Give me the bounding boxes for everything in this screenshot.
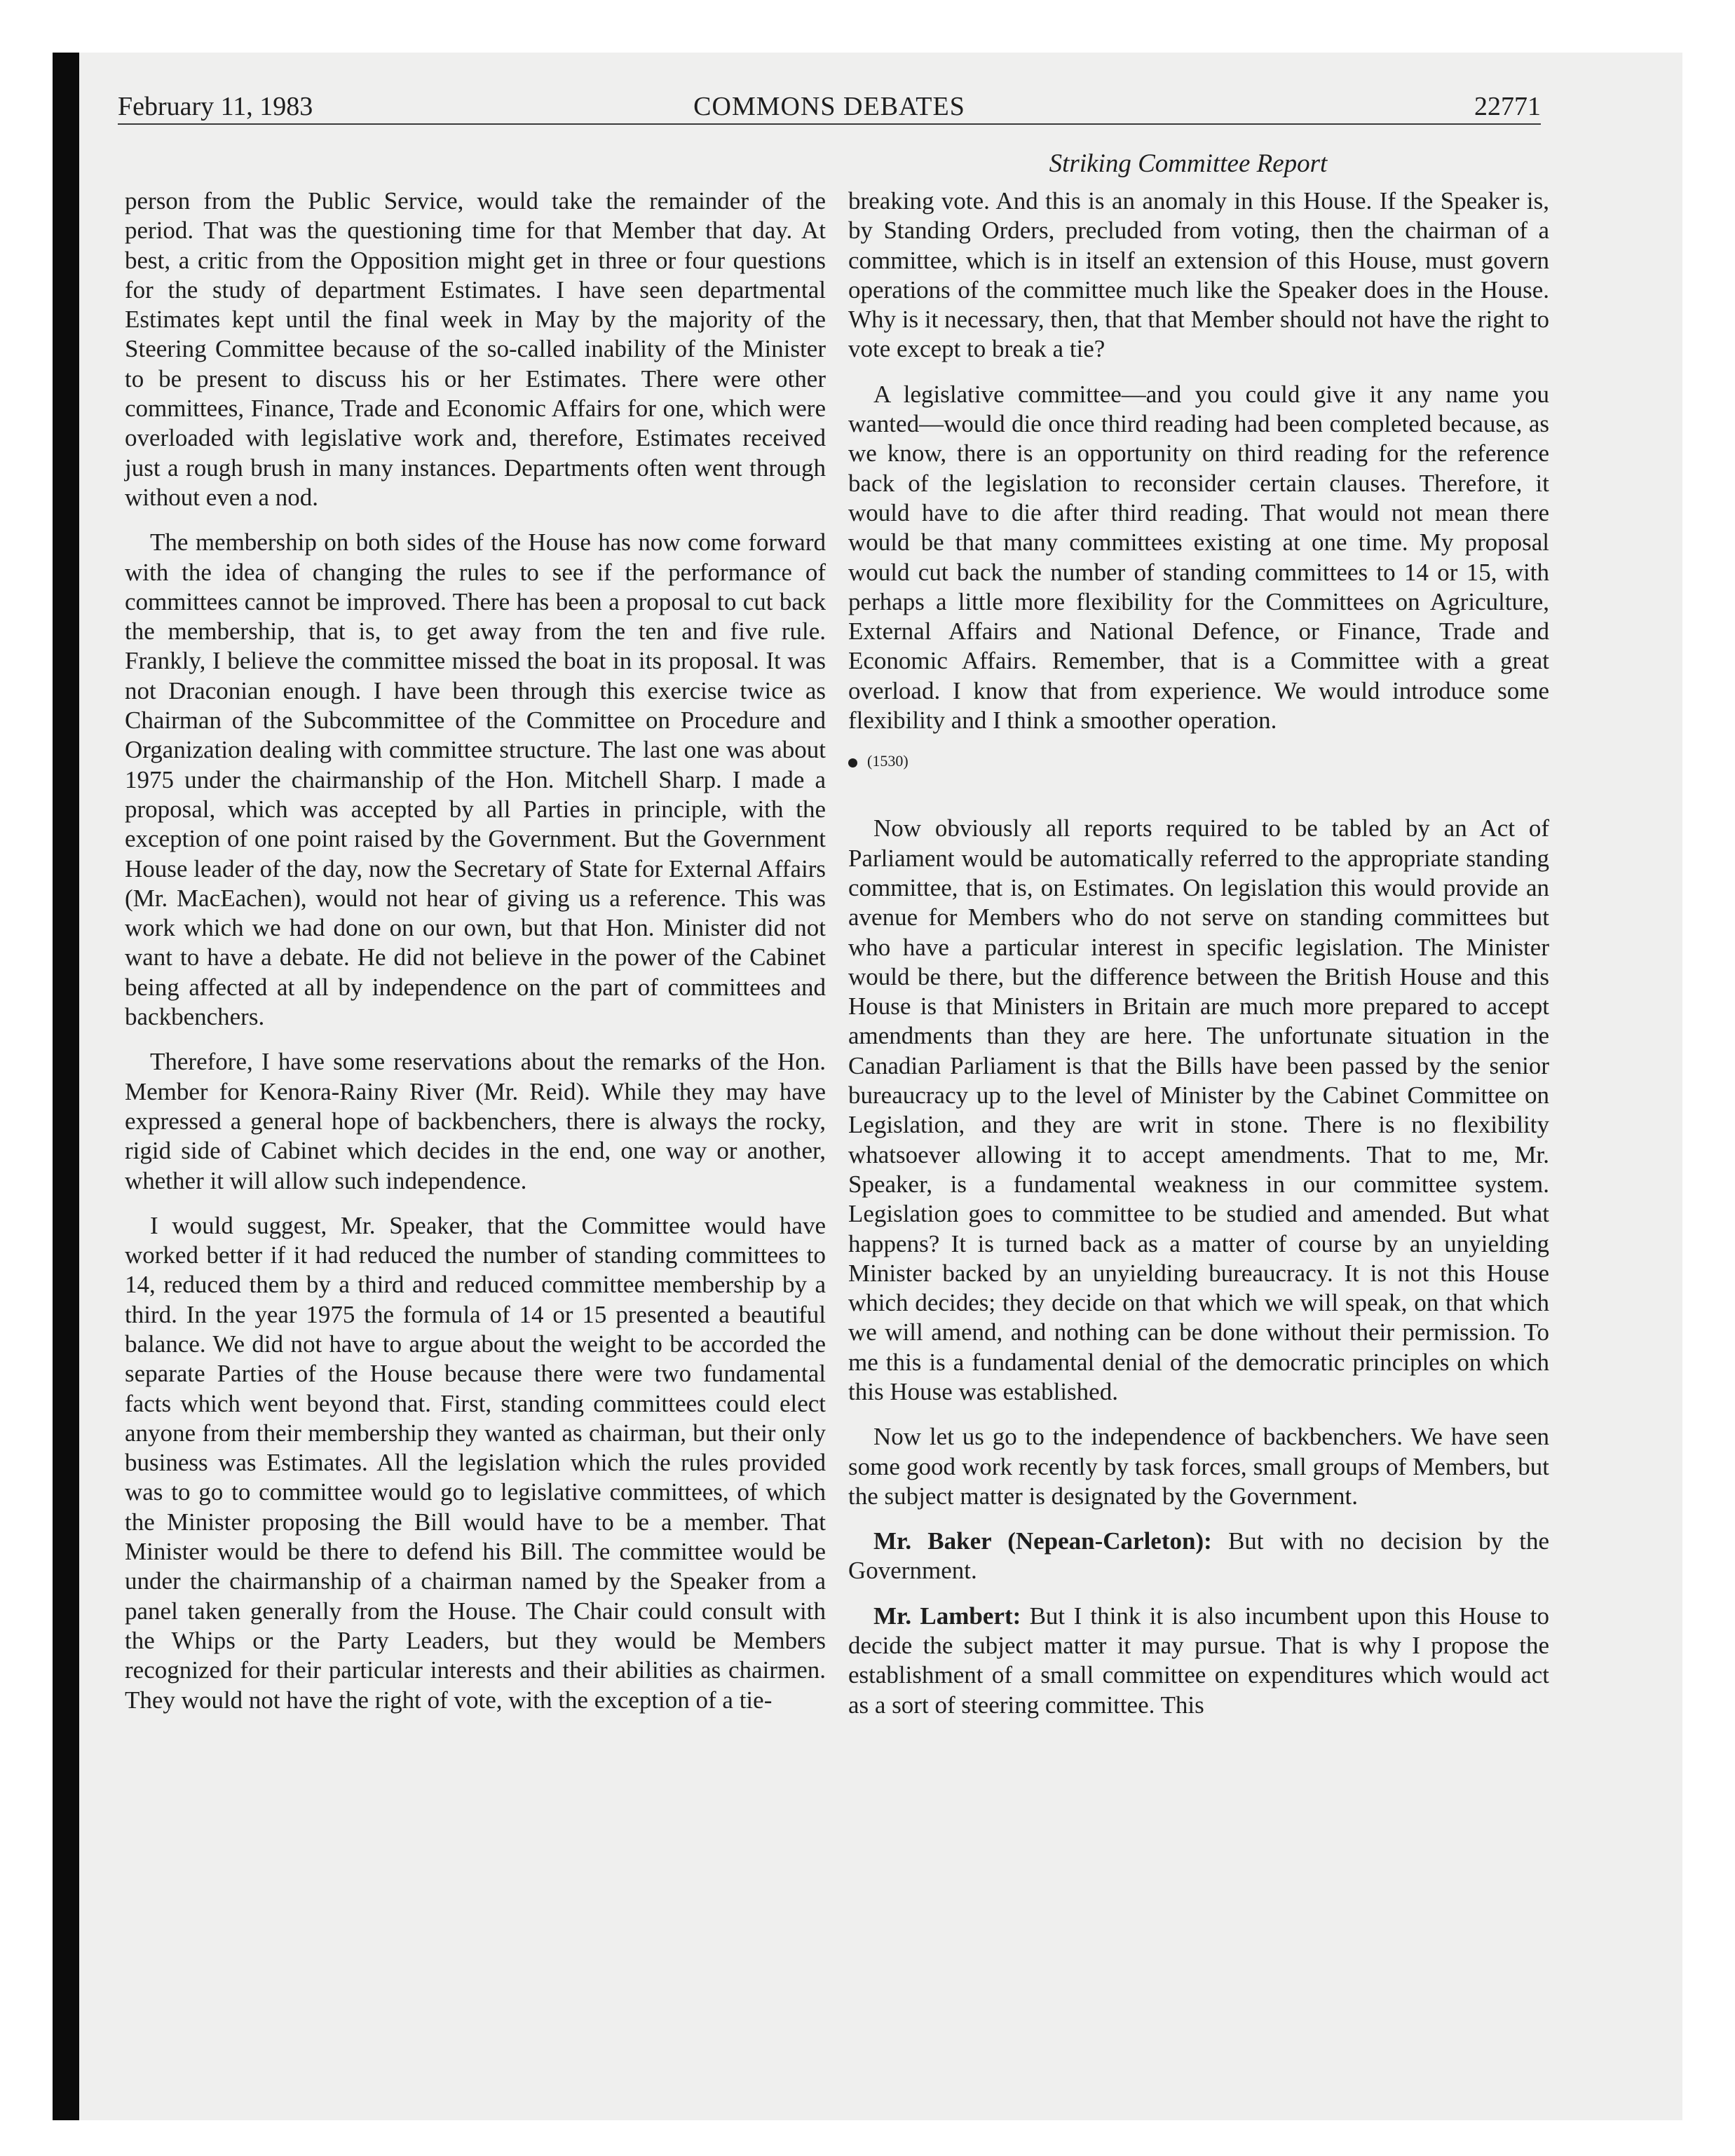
scan-edge [53, 53, 79, 2120]
speech-paragraph [848, 1527, 1549, 1586]
paragraph: Therefore, I have some reservations about the remarks of the Hon. Member for Kenora-Rainy River (Mr. Reid). While they may have expressed a general hope of backbenchers, there is always the rocky, rigid side of Cabinet which decides in the end, one way or another, whether it will allow such independence. [125, 1048, 826, 1194]
running-head: Striking Committee Report [1049, 149, 1328, 178]
speech-text: But I think it is also incumbent upon this House to decide the subject matter it may pursue. That is why I propose the establishment of a small committee on expenditures which would act as a sort of steering committee. This [848, 1602, 1549, 1719]
paragraph: breaking vote. And this is an anomaly in this House. If the Speaker is, by Standing Orders, precluded from voting, then the chairman of a committee, which is in itself an extension of this House, must govern operations of the committee much like the Speaker does in the House. Why is it necessary, then, that that Member should not have the right to vote except to break a tie? [848, 187, 1549, 363]
paragraph: The membership on both sides of the House has now come forward with the idea of changing the rules to see if the performance of committees cannot be improved. There has been a proposal to cut back the membership, that is, to get away from the ten and five rule. Frankly, I believe the committee missed the boat in its proposal. It was not Draconian enough. I have been through this exercise twice as Chairman of the Subcommittee of the Committee on Procedure and Organization dealing with committee structure. The last one was about 1975 under the chairmanship of the Hon. Mitchell Sharp. I made a proposal, which was accepted by all Parties in principle, with the exception of one point raised by the Government. But the Government House leader of the day, now the Secretary of State for External Affairs (Mr. MacEachen), would not hear of giving us a reference. This was work which we had done on our own, but that Hon. Minister did not want to have a debate. He did not believe in the power of the Cabinet being affected at all by independence on the part of committees and backbenchers. [125, 528, 826, 1031]
bullet-icon [848, 758, 857, 767]
paragraph: person from the Public Service, would take the remainder of the period. That was the questioning time for that Member that day. At best, a critic from the Opposition might get in three or four questions for the study of department Estimates. I have seen departmental Estimates kept until the final week in May by the majority of the Steering Committee because of the so-called inability of the Minister to be present to discuss his or her Estimates. There were other committees, Finance, Trade and Economic Affairs for one, which were overloaded with legislative work and, therefore, Estimates received just a rough brush in many instances. Departments often went through without even a nod. [125, 187, 826, 511]
time-marker-label: (1530) [867, 752, 909, 770]
header-publication: COMMONS DEBATES [693, 92, 965, 121]
page-header [118, 90, 1541, 125]
time-marker [848, 751, 1549, 772]
paragraph: A legislative committee—and you could give it any name you wanted—would die once third reading had been completed because, as we know, there is an opportunity on third reading for the reference back of the legislation to reconsider certain clauses. Therefore, it would have to die after third reading. That would not mean there would be that many committees existing at one time. My proposal would cut back the number of standing committees to 14 or 15, with perhaps a little more flexibility for the Committees on Agriculture, External Affairs and National Defence, or Finance, Trade and Economic Affairs. Remember, that is a Committee with a great overload. I know that from experience. We would introduce some flexibility and I think a smoother operation. [848, 380, 1549, 735]
paragraph: Now obviously all reports required to be tabled by an Act of Parliament would be automatically referred to the appropriate standing committee, that is, on Estimates. On legislation this would provide an avenue for Members who do not serve on standing committees but who have a particular interest in specific legislation. The Minister would be there, but the difference between the British House and this House is that Ministers in Britain are much more prepared to accept amendments than they are here. The unfortunate situation in the Canadian Parliament is that the Bills have been passed by the senior bureaucracy up to the level of Minister by the Cabinet Committee on Legislation, and they are writ in stone. There is no flexibility whatsoever allowing it to accept amendments. That to me, Mr. Speaker, is a fundamental weakness in our committee system. Legislation goes to committee to be studied and amended. But what happens? It is turned back as a matter of course by an unyielding Minister backed by an unyielding bureaucracy. It is not this House which decides; they decide on that which we will speak, on that which we will amend, and nothing can be done without their permission. To me this is a fundamental denial of the democratic principles on which this House was established. [848, 814, 1549, 1405]
header-page-number: 22771 [1474, 92, 1541, 121]
speaker-name: Mr. Baker (Nepean-Carleton): [873, 1527, 1212, 1555]
header-date: February 11, 1983 [118, 92, 313, 121]
paragraph: Now let us go to the independence of backbenchers. We have seen some good work recently by task forces, small groups of Members, but the subject matter is designated by the Government. [848, 1423, 1549, 1510]
speaker-name: Mr. Lambert: [873, 1602, 1021, 1630]
left-column [125, 186, 826, 1715]
paragraph: I would suggest, Mr. Speaker, that the Committee would have worked better if it had reduced the number of standing committees to 14, reduced them by a third and reduced committee membership by a third. In the year 1975 the formula of 14 or 15 presented a beautiful balance. We did not have to argue about the weight to be accorded the separate Parties of the House because there were two fundamental facts which went beyond that. First, standing committees could elect anyone from their membership they wanted as chairman, but their only business was Estimates. All the legislation which the rules provided was to go to committee would go to legislative committees, of which the Minister proposing the Bill would have to be a member. That Minister would be there to defend his Bill. The committee would be under the chairmanship of a chairman named by the Speaker from a panel taken generally from the House. The Chair could consult with the Whips or the Party Leaders, but they would be Members recognized for their particular interests and their abilities as chairmen. They would not have the right of vote, with the exception of a tie- [125, 1211, 826, 1714]
speech-text: But with no decision by the Government. [848, 1527, 1549, 1585]
speech-paragraph [848, 1602, 1549, 1720]
right-column [848, 186, 1549, 1720]
